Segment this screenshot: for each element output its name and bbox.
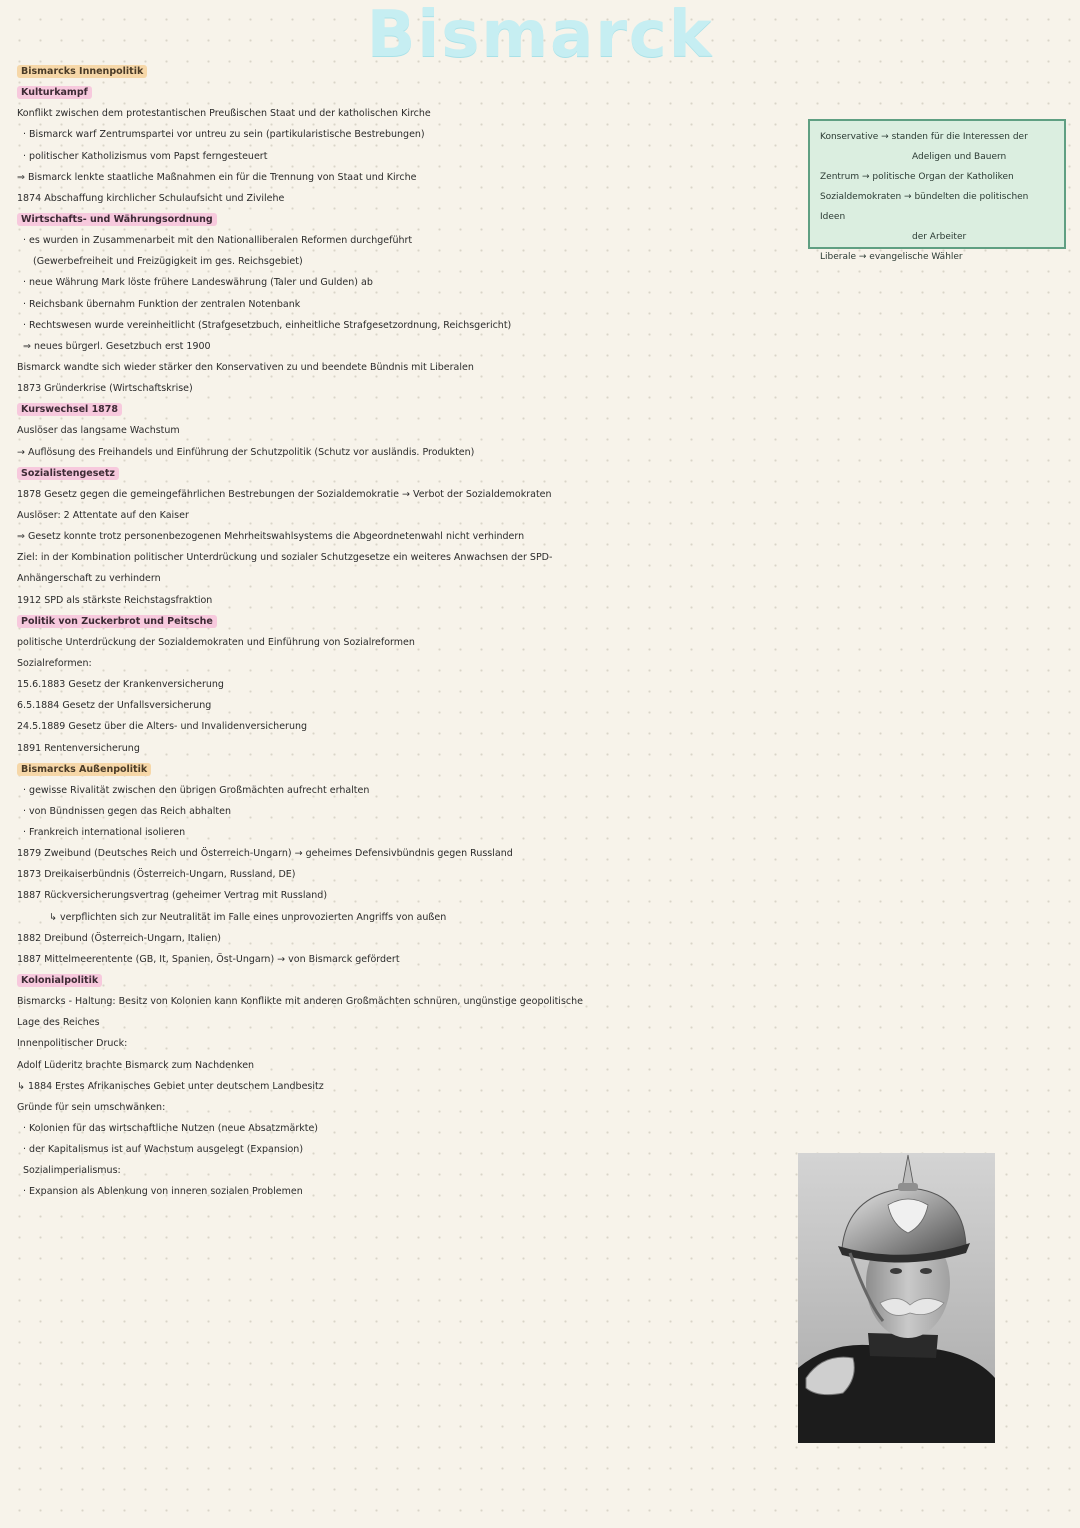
note-line: Gründe für sein umschwänken: xyxy=(17,1101,166,1113)
note-line: ⇒ Bismarck lenkte staatliche Maßnahmen ein für die Trennung von Staat und Kirche xyxy=(17,171,417,183)
note-line: → Auflösung des Freihandels und Einführung der Schutzpolitik (Schutz vor ausländis. Produkten) xyxy=(17,446,475,458)
note-line: Adolf Lüderitz brachte Bismarck zum Nachdenken xyxy=(17,1059,255,1071)
note-line: Bismarck wandte sich wieder stärker den Konservativen zu und beendete Bündnis mit Liberalen xyxy=(17,361,474,373)
note-line: · der Kapitalismus ist auf Wachstum ausgelegt (Expansion) xyxy=(23,1144,304,1156)
note-line: · Expansion als Ablenkung von inneren sozialen Problemen xyxy=(23,1186,303,1198)
note-line: · gewisse Rivalität zwischen den übrigen Großmächten aufrecht erhalten xyxy=(23,784,370,796)
heading-zuckerbrot: Politik von Zuckerbrot und Peitsche xyxy=(17,611,657,632)
heading-kolonialpolitik: Kolonialpolitik xyxy=(17,970,657,991)
note-line: 15.6.1883 Gesetz der Krankenversicherung xyxy=(17,679,224,691)
note-line: · Rechtswesen wurde vereinheitlicht (Strafgesetzbuch, einheitliche Strafgesetzordnung, Reichsgericht) xyxy=(23,319,512,331)
note-line: 1882 Dreibund (Österreich-Ungarn, Italien) xyxy=(17,932,221,944)
heading-aussenpolitik: Bismarcks Außenpolitik xyxy=(17,759,657,780)
note-line: ↳ verpflichten sich zur Neutralität im Falle eines unprovozierten Angriffs von außen xyxy=(49,911,447,923)
page-title: Bismarck xyxy=(366,0,714,72)
note-line: Ziel: in der Kombination politischer Unterdrückung und sozialer Schutzgesetze ein weiteres Anwachsen der SPD- xyxy=(17,552,553,564)
note-line: 1887 Rückversicherungsvertrag (geheimer Vertrag mit Russland) xyxy=(17,890,328,902)
note-line: · von Bündnissen gegen das Reich abhalten xyxy=(23,805,232,817)
note-line: Lage des Reiches xyxy=(17,1017,100,1029)
parties-line: Sozialdemokraten → bündelten die politischen Ideen xyxy=(820,192,1029,222)
note-line: (Gewerbefreiheit und Freizügigkeit im ges. Reichsgebiet) xyxy=(33,256,303,268)
parties-line: der Arbeiter xyxy=(912,232,967,242)
note-line: ⇒ Gesetz konnte trotz personenbezogenen Mehrheitswahlsystems die Abgeordnetenwahl nicht verhindern xyxy=(17,531,525,543)
heading-innenpolitik: Bismarcks Innenpolitik xyxy=(17,61,657,82)
note-line: 1873 Dreikaiserbündnis (Österreich-Ungarn, Russland, DE) xyxy=(17,869,296,881)
parties-box xyxy=(808,119,1066,262)
note-line: Konflikt zwischen dem protestantischen Preußischen Staat und der katholischen Kirche xyxy=(17,108,431,120)
note-line: 1879 Zweibund (Deutsches Reich und Österreich-Ungarn) → geheimes Defensivbündnis gegen Russland xyxy=(17,848,513,860)
note-line: 24.5.1889 Gesetz über die Alters- und Invalidenversicherung xyxy=(17,721,308,733)
parties-line: Konservative → standen für die Interessen der xyxy=(820,132,1028,142)
parties-line: Liberale → evangelische Wähler xyxy=(820,252,963,262)
heading-wirtschaft: Wirtschafts- und Währungsordnung xyxy=(17,209,657,230)
portrait-illustration xyxy=(798,1153,995,1443)
note-line: Auslöser: 2 Attentate auf den Kaiser xyxy=(17,509,189,521)
note-line: 6.5.1884 Gesetz der Unfallsversicherung xyxy=(17,700,212,712)
parties-line: Adeligen und Bauern xyxy=(912,152,1007,162)
bismarck-portrait xyxy=(798,1153,995,1443)
note-line: ⇒ neues bürgerl. Gesetzbuch erst 1900 xyxy=(23,340,211,352)
note-line: ↳ 1884 Erstes Afrikanisches Gebiet unter deutschem Landbesitz xyxy=(17,1080,324,1092)
parties-line: Zentrum → politische Organ der Katholiken xyxy=(820,172,1014,182)
note-line: Sozialreformen: xyxy=(17,657,92,669)
note-line: · Kolonien für das wirtschaftliche Nutzen (neue Absatzmärkte) xyxy=(23,1123,319,1135)
note-line: 1887 Mittelmeerentente (GB, It, Spanien, Öst-Ungarn) → von Bismarck gefördert xyxy=(17,953,400,965)
heading-kulturkampf: Kulturkampf xyxy=(17,82,657,103)
note-line: Anhängerschaft zu verhindern xyxy=(17,573,161,585)
note-line: · Reichsbank übernahm Funktion der zentralen Notenbank xyxy=(23,298,301,310)
note-line: · es wurden in Zusammenarbeit mit den Nationalliberalen Reformen durchgeführt xyxy=(23,235,413,247)
notes-section xyxy=(17,61,657,1203)
note-line: Auslöser das langsame Wachstum xyxy=(17,425,180,437)
note-line: Innenpolitischer Druck: xyxy=(17,1038,128,1050)
note-line: · neue Währung Mark löste frühere Landeswährung (Taler und Gulden) ab xyxy=(23,277,373,289)
note-line: 1873 Gründerkrise (Wirtschaftskrise) xyxy=(17,383,193,395)
note-line: 1912 SPD als stärkste Reichstagsfraktion xyxy=(17,594,213,606)
heading-sozialistengesetz: Sozialistengesetz xyxy=(17,463,657,484)
note-line: Bismarcks - Haltung: Besitz von Kolonien kann Konflikte mit anderen Großmächten schnüren, ungünstige geopolitische xyxy=(17,996,583,1008)
note-line: · Frankreich international isolieren xyxy=(23,827,186,839)
note-line: · politischer Katholizismus vom Papst ferngesteuert xyxy=(23,150,268,162)
note-line: 1891 Rentenversicherung xyxy=(17,742,140,754)
note-line: Sozialimperialismus: xyxy=(23,1165,121,1177)
heading-kurswechsel: Kurswechsel 1878 xyxy=(17,399,657,420)
note-line: 1878 Gesetz gegen die gemeingefährlichen Bestrebungen der Sozialdemokratie → Verbot der Sozialdemokraten xyxy=(17,488,552,500)
note-line: 1874 Abschaffung kirchlicher Schulaufsicht und Zivilehe xyxy=(17,192,285,204)
note-line: politische Unterdrückung der Sozialdemokraten und Einführung von Sozialreformen xyxy=(17,636,415,648)
note-line: · Bismarck warf Zentrumspartei vor untreu zu sein (partikularistische Bestrebungen) xyxy=(23,129,425,141)
